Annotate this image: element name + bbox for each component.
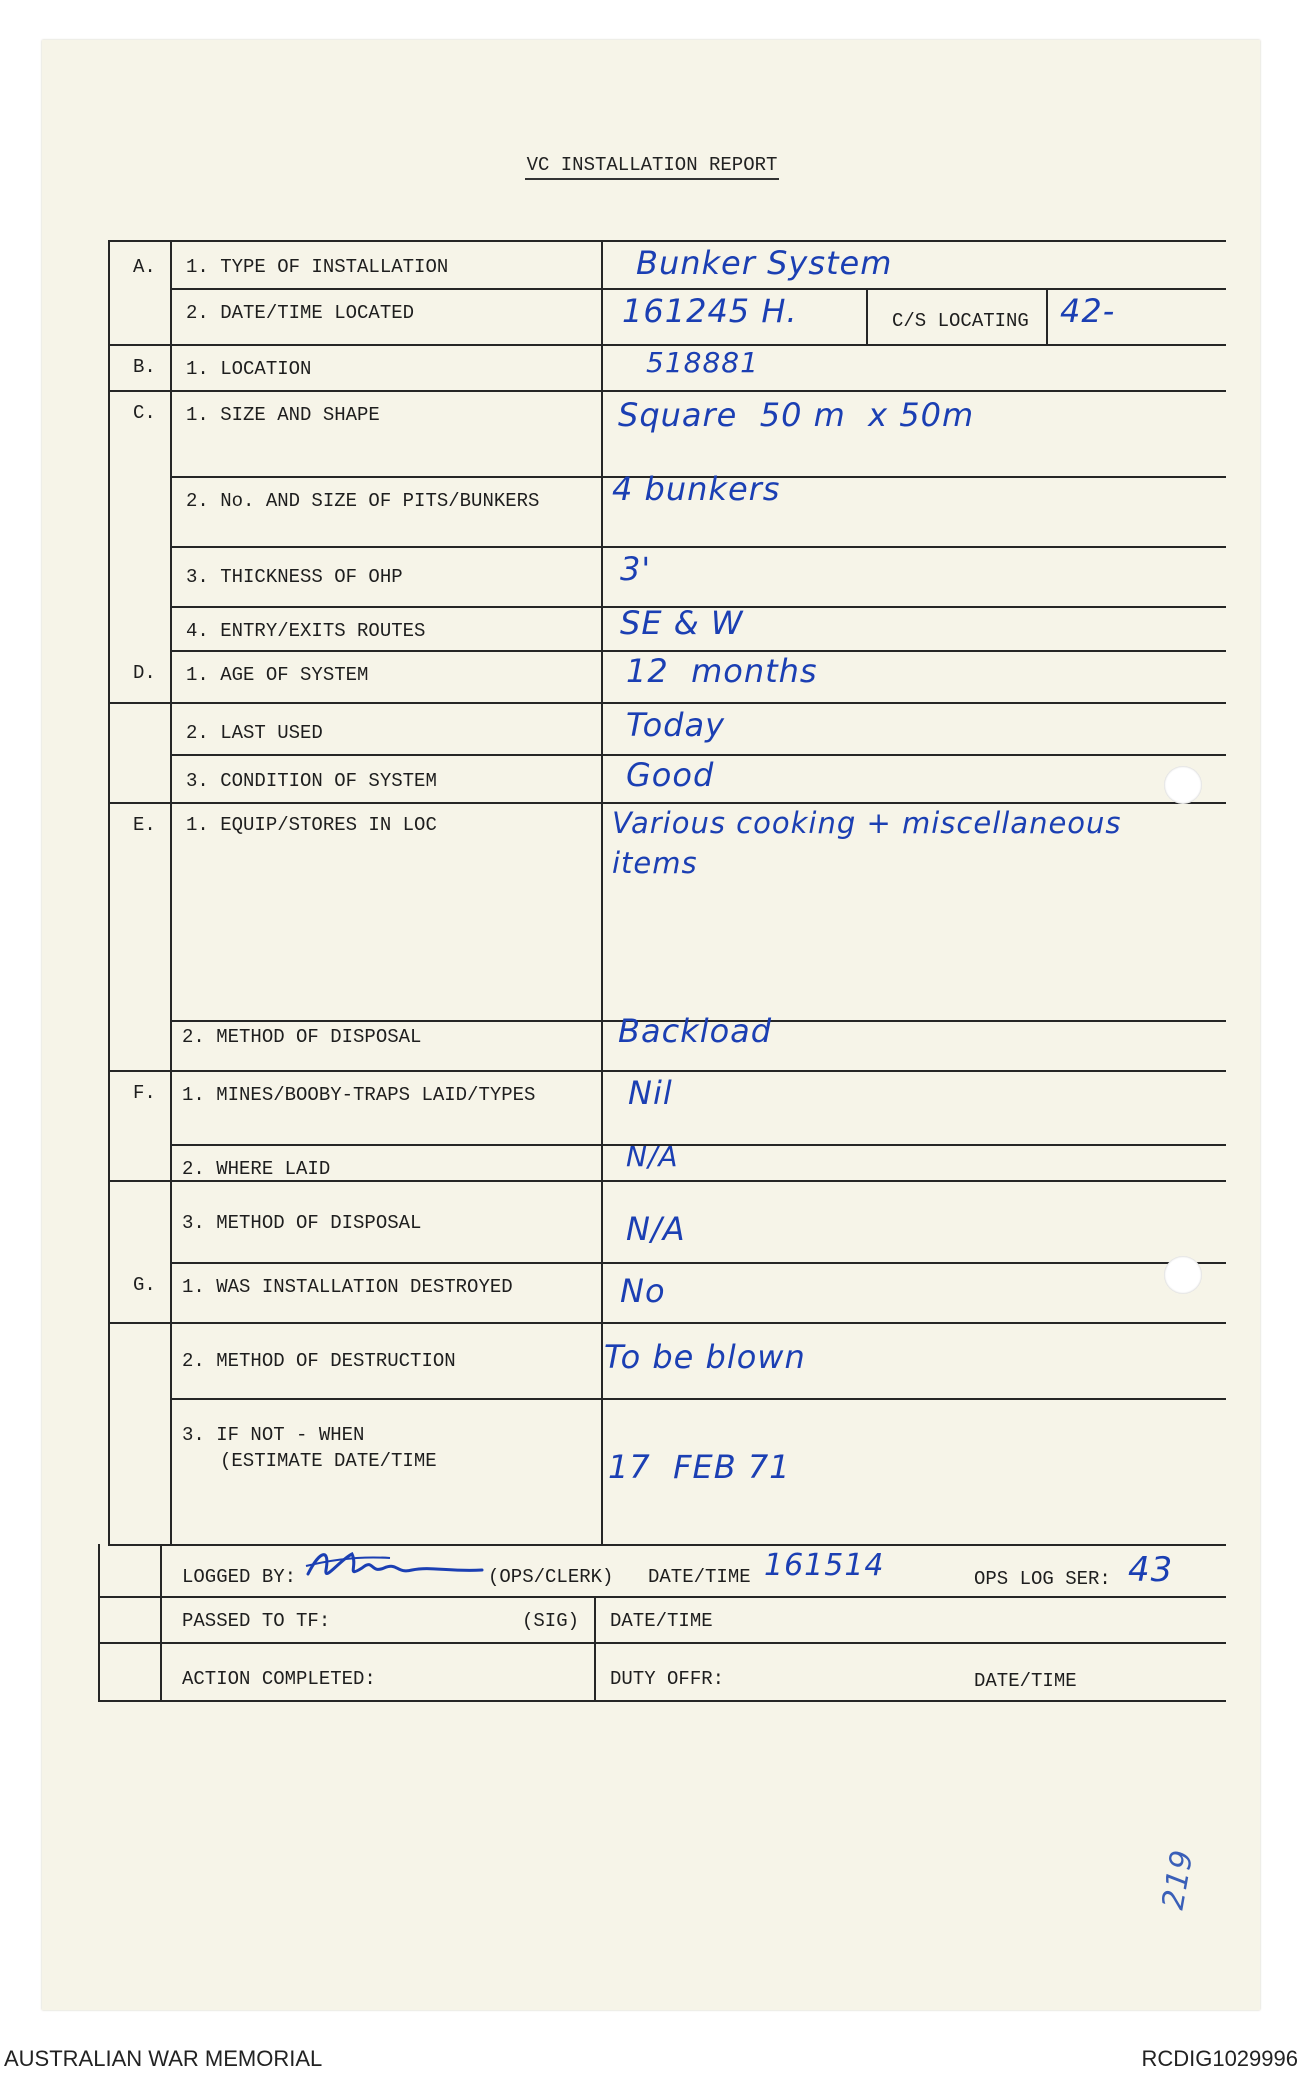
handwritten-value: SE & W [620, 604, 744, 642]
page-title: VC INSTALLATION REPORT [0, 154, 1304, 176]
field-label: 1. WAS INSTALLATION DESTROYED [182, 1276, 513, 1298]
field-label: 1. TYPE OF INSTALLATION [186, 256, 449, 278]
rule [98, 1544, 100, 1700]
date-time-label: DATE/TIME [974, 1670, 1077, 1692]
section-letter: F. [133, 1082, 156, 1104]
section-letter: B. [133, 356, 156, 378]
handwritten-value: 4 bunkers [612, 470, 781, 508]
rule [170, 240, 172, 1544]
rule [594, 1596, 596, 1700]
handwritten-value: 161245 H. [622, 292, 798, 330]
date-time-label: DATE/TIME [610, 1610, 713, 1632]
logged-by-label: LOGGED BY: [182, 1566, 297, 1588]
rule [98, 1596, 1226, 1598]
handwritten-value: 3' [620, 550, 652, 588]
handwritten-value: 518881 [646, 346, 759, 379]
section-letter: D. [133, 662, 156, 684]
handwritten-value: Good [626, 756, 715, 794]
handwritten-value: N/A [626, 1140, 679, 1173]
handwritten-value: To be blown [604, 1338, 806, 1376]
handwritten-value: 12 months [626, 652, 818, 690]
rule [108, 1180, 1226, 1182]
rule [108, 1070, 1226, 1072]
handwritten-value: No [620, 1272, 666, 1310]
handwritten-value: 42- [1060, 292, 1116, 330]
field-label: 4. ENTRY/EXITS ROUTES [186, 620, 426, 642]
handwritten-value: Today [626, 706, 726, 744]
rule [108, 1322, 1226, 1324]
handwritten-value: Square 50 m x 50m [618, 396, 975, 434]
field-label: 2. METHOD OF DESTRUCTION [182, 1350, 456, 1372]
rule [108, 240, 110, 1544]
date-time-label: DATE/TIME [648, 1566, 751, 1588]
rule [108, 240, 1226, 242]
rule [108, 1544, 1226, 1546]
field-label: C/S LOCATING [892, 310, 1029, 332]
handwritten-value: 43 [1128, 1550, 1174, 1590]
field-label: 1. MINES/BOOBY-TRAPS LAID/TYPES [182, 1084, 536, 1106]
punch-hole [1164, 1256, 1202, 1294]
field-label: 2. LAST USED [186, 722, 323, 744]
caption-right: RCDIG1029996 [1141, 2046, 1298, 2071]
margin-note: 219 [1155, 1846, 1201, 1913]
caption-left: AUSTRALIAN WAR MEMORIAL [4, 2046, 323, 2071]
rule [108, 802, 1226, 804]
sig-label: (SIG) [522, 1610, 580, 1632]
rule [601, 240, 603, 1544]
signature [300, 1540, 490, 1590]
field-label: 1. LOCATION [186, 358, 312, 380]
field-label: 3. THICKNESS OF OHP [186, 566, 403, 588]
rule [170, 288, 1226, 290]
handwritten-value: 17 FEB 71 [608, 1448, 791, 1486]
section-letter: G. [133, 1274, 156, 1296]
field-label: 1. SIZE AND SHAPE [186, 404, 380, 426]
rule [170, 1144, 1226, 1146]
field-label: 2. WHERE LAID [182, 1158, 331, 1180]
field-label: 1. EQUIP/STORES IN LOC [186, 814, 437, 836]
handwritten-value: N/A [626, 1210, 686, 1248]
field-label: 3. CONDITION OF SYSTEM [186, 770, 437, 792]
action-completed-label: ACTION COMPLETED: [182, 1668, 376, 1690]
ops-clerk-label: (OPS/CLERK) [488, 1566, 614, 1588]
rule [170, 1398, 1226, 1400]
section-letter: E. [133, 814, 156, 836]
rule [160, 1544, 162, 1700]
rule [108, 702, 1226, 704]
ops-log-ser-label: OPS LOG SER: [974, 1568, 1111, 1590]
handwritten-value: Nil [628, 1074, 673, 1112]
passed-to-tf-label: PASSED TO TF: [182, 1610, 331, 1632]
duty-offr-label: DUTY OFFR: [610, 1668, 725, 1690]
rule [866, 288, 868, 344]
rule [98, 1642, 1226, 1644]
handwritten-value: 161514 [764, 1548, 885, 1583]
field-label: 2. No. AND SIZE OF PITS/BUNKERS [186, 490, 540, 512]
field-label: 3. METHOD OF DISPOSAL [182, 1212, 422, 1234]
handwritten-value: Backload [618, 1012, 773, 1050]
field-label: 2. METHOD OF DISPOSAL [182, 1026, 422, 1048]
rule [108, 390, 1226, 392]
rule [170, 1262, 1226, 1264]
field-label: (ESTIMATE DATE/TIME [220, 1450, 437, 1472]
field-label: 3. IF NOT - WHEN [182, 1424, 365, 1446]
rule [1046, 288, 1048, 344]
field-label: 1. AGE OF SYSTEM [186, 664, 369, 686]
handwritten-value: items [612, 846, 698, 880]
section-letter: C. [133, 402, 156, 424]
rule [170, 546, 1226, 548]
rule [98, 1700, 1226, 1702]
field-label: 2. DATE/TIME LOCATED [186, 302, 415, 324]
handwritten-value: Various cooking + miscellaneous [612, 806, 1122, 840]
punch-hole [1164, 766, 1202, 804]
handwritten-value: Bunker System [636, 244, 893, 282]
section-letter: A. [133, 256, 156, 278]
